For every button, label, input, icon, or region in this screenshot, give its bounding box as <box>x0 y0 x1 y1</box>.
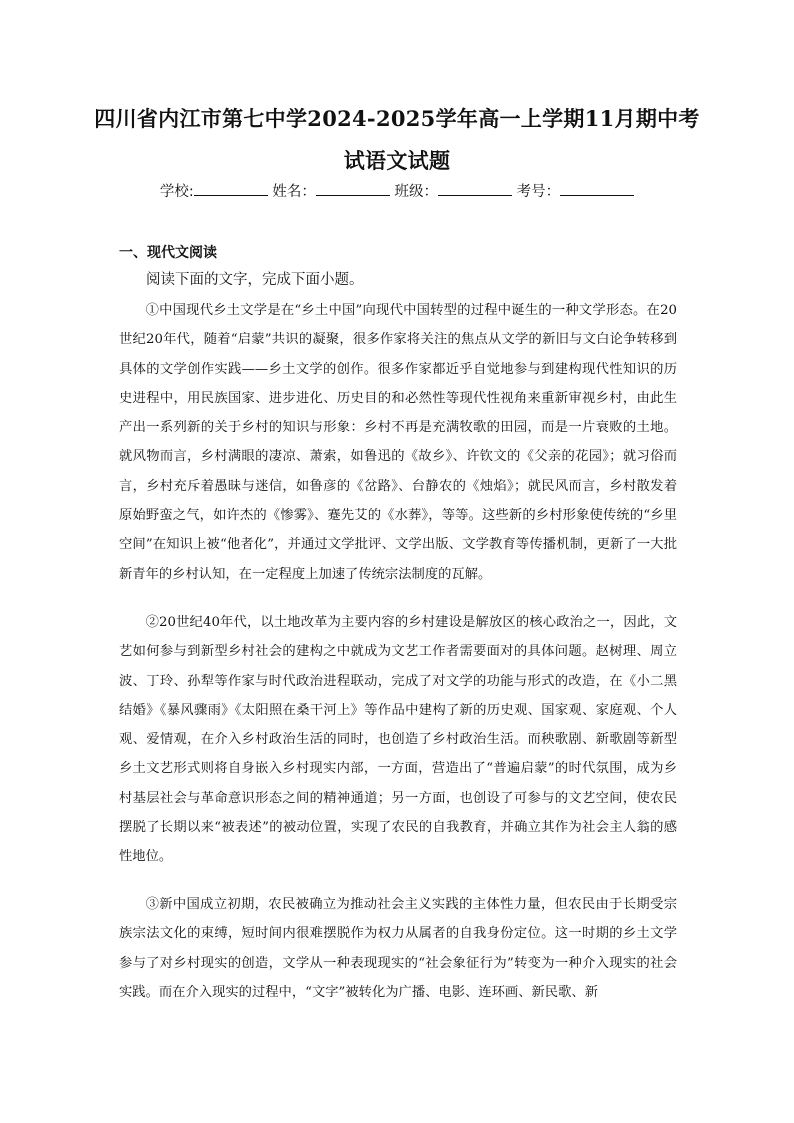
passage-paragraph-1 <box>119 296 677 589</box>
passage-paragraph-2 <box>119 608 677 872</box>
reading-instruction: 阅读下面的文字，完成下面小题。 <box>146 272 364 288</box>
exam-no-label: 考号： <box>516 184 561 200</box>
student-info-row <box>0 180 794 201</box>
class-blank[interactable] <box>438 181 512 196</box>
paragraph-text: ①中国现代乡土文学是在“乡土中国”向现代中国转型的过程中诞生的一种文学形态。在20世纪20年代，随着“启蒙”共识的凝聚，很多作家将关注的焦点从文学的新旧与文白论争转移到具体的文学创作实践——乡土文学的创作。很多作家都近乎自觉地参与到建构现代性知识的历史进程中，用民族国家、进步进化、历史目的和必然性等现代性视角来重新审视乡村，由此生产出一系列新的关于乡村的知识与形象：乡村不再是充满牧歌的田园，而是一片衰败的土地。就风物而言，乡村满眼的凄凉、萧索，如鲁迅的《故乡》、许钦文的《父亲的花园》；就习俗而言，乡村充斥着愚昧与迷信，如鲁彦的《岔路》、台静农的《烛焰》；就民风而言，乡村散发着原始野蛮之气，如许杰的《惨雾》、蹇先艾的《水葬》，等等。这些新的乡村形象使传统的“乡里空间”在知识上被“他者化”，并通过文学批评、文学出版、文学教育等传播机制，更新了一大批新青年的乡村认知，在一定程度上加速了传统宗法制度的瓦解。 <box>119 303 677 582</box>
name-blank[interactable] <box>316 181 390 196</box>
exam-title-line2: 试语文试题 <box>343 148 451 173</box>
paragraph-text: ③新中国成立初期，农民被确立为推动社会主义实践的主体性力量，但农民由于长期受宗族宗法文化的束缚，短时间内很难摆脱作为权力从属者的自我身份定位。这一时期的乡土文学参与了对乡村现实的创造，文学从一种表现现实的“社会象征行为”转变为一种介入现实的社会实践。而在介入现实的过程中，“文字”被转化为广播、电影、连环画、新民歌、新 <box>119 897 677 1000</box>
exam-title-line1: 四川省内江市第七中学2024-2025学年高一上学期11月期中考 <box>94 106 700 131</box>
passage-paragraph-3 <box>119 890 677 1007</box>
section-heading: 一、现代文阅读 <box>119 245 217 261</box>
name-label: 姓名： <box>272 184 316 200</box>
class-label: 班级： <box>394 184 438 200</box>
school-blank[interactable] <box>194 181 268 196</box>
school-label: 学校: <box>159 184 194 200</box>
paragraph-text: ②20世纪40年代，以土地改革为主要内容的乡村建设是解放区的核心政治之一，因此，文艺如何参与到新型乡村社会的建构之中就成为文艺工作者需要面对的具体问题。赵树理、周立波、丁玲、孙犁等作家与时代政治进程联动，完成了对文学的功能与形式的改造，在《小二黑结婚》《暴风骤雨》《太阳照在桑干河上》等作品中建构了新的历史观、国家观、家庭观、个人观、爱情观，在介入乡村政治生活的同时，也创造了乡村政治生活。而秧歌剧、新歌剧等新型乡土文艺形式则将自身嵌入乡村现实内部，一方面，营造出了“普遍启蒙”的时代氛围，成为乡村基层社会与革命意识形态之间的精神通道；另一方面，也创设了可参与的文艺空间，使农民摆脱了长期以来“被表述”的被动位置，实现了农民的自我教育，并确立其作为社会主人翁的感性地位。 <box>119 615 677 865</box>
exam-no-blank[interactable] <box>560 181 634 196</box>
